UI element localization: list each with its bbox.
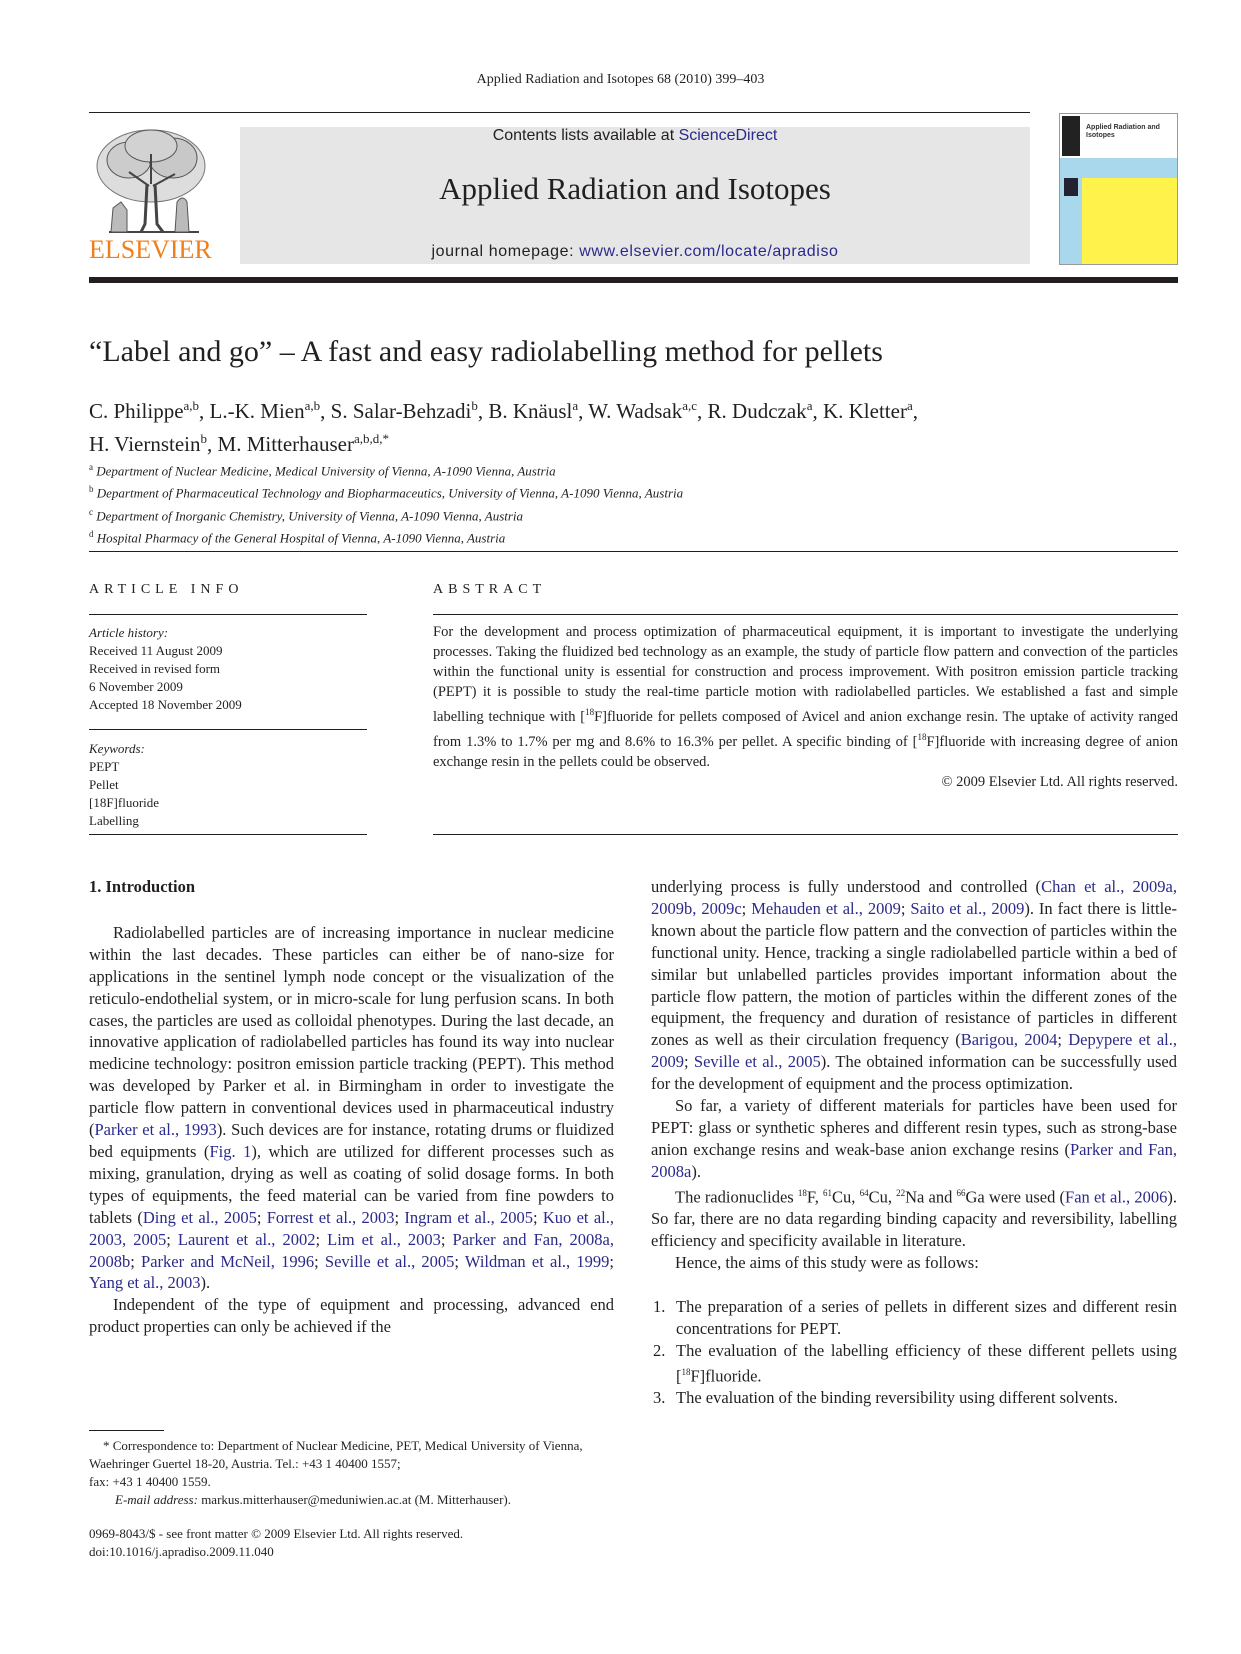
citation-link[interactable]: Barigou, 2004 bbox=[960, 1030, 1058, 1050]
citation-link[interactable]: Wildman et al., 1999 bbox=[464, 1251, 610, 1271]
journal-homepage: journal homepage: www.elsevier.com/locate/apradiso bbox=[431, 243, 839, 260]
journal-homepage-link[interactable]: www.elsevier.com/locate/apradiso bbox=[579, 243, 839, 260]
keyword: Pellet bbox=[89, 777, 119, 792]
history-item: Received 11 August 2009 bbox=[89, 643, 223, 658]
elsevier-tree-icon bbox=[89, 124, 219, 266]
divider bbox=[433, 834, 1178, 835]
author: S. Salar-Behzadi bbox=[330, 399, 472, 423]
author-affil: a bbox=[572, 398, 579, 413]
author: W. Wadsak bbox=[588, 399, 683, 423]
divider bbox=[433, 614, 1178, 615]
citation-link[interactable]: Parker and McNeil, 1996 bbox=[141, 1251, 315, 1271]
divider bbox=[89, 834, 367, 835]
author: H. Viernstein bbox=[89, 432, 201, 456]
citation-link[interactable]: Laurent et al., 2002 bbox=[177, 1229, 316, 1249]
author-affil: a,b,d,* bbox=[354, 431, 390, 446]
citation-link[interactable]: Fan et al., 2006 bbox=[1065, 1187, 1168, 1207]
citation-link[interactable]: Seville et al., 2005 bbox=[693, 1052, 821, 1072]
paragraph: So far, a variety of different materials for particles have been used for PEPT: glass or synthetic spheres and different resin types, such as strong-base anion exchange resins and weak-base anion exchange resins (Parker and Fan, 2008a). bbox=[651, 1096, 1177, 1181]
author-list: C. Philippe$^{a,b}$, L.-K. Mien$^{a,b}$, S. Salar-Behzadi$^b$, B. Knäusl$^a$, W. Wadsak$^{a,c}$, R. Dudczak$^a$, K. Kletter$^a$, H. Viernstein$^b$, M. Mitterhauser$^{a,b,d,*}$ bbox=[89, 398, 918, 456]
list-item: 1. The preparation of a series of pellets in different sizes and different resin concentrations for PEPT. bbox=[653, 1296, 1177, 1338]
affiliation: $^d$ Hospital Pharmacy of the General Hospital of Vienna, A-1090 Vienna, Austria bbox=[89, 528, 506, 546]
journal-title: Applied Radiation and Isotopes bbox=[439, 171, 831, 206]
paragraph: Hence, the aims of this study were as follows: bbox=[675, 1252, 979, 1272]
keyword: [18F]fluoride bbox=[89, 795, 160, 810]
paragraph: The radionuclides $^{18}$F, $^{61}$Cu, $^{64}$Cu, $^{22}$Na and $^{66}$Ga were used (Fan et al., 2006). So far, there are no data regarding binding capacity and reversibility, labelling efficiency and specificity available in literature. bbox=[651, 1187, 1177, 1250]
author: C. Philippe bbox=[89, 399, 184, 423]
sciencedirect-link[interactable]: ScienceDirect bbox=[678, 127, 778, 144]
history-item: 6 November 2009 bbox=[89, 679, 183, 694]
author: M. Mitterhauser bbox=[217, 432, 354, 456]
citation-link[interactable]: Kuo et al., 2003, 2005 bbox=[89, 1207, 614, 1249]
list-item: 3. The evaluation of the binding reversibility using different solvents. bbox=[653, 1387, 1118, 1407]
citation-link[interactable]: Parker et al., 1993 bbox=[94, 1120, 217, 1140]
article-history-label: Article history: bbox=[89, 625, 169, 640]
author-affil: b bbox=[200, 431, 208, 446]
svg-text:ELSEVIER: ELSEVIER bbox=[89, 235, 212, 264]
author: L.-K. Mien bbox=[209, 399, 305, 423]
doi-line: doi:10.1016/j.apradiso.2009.11.040 bbox=[89, 1544, 274, 1559]
front-matter bbox=[89, 1525, 463, 1561]
author: B. Knäusl bbox=[488, 399, 573, 423]
keyword: PEPT bbox=[89, 759, 120, 774]
divider bbox=[89, 729, 367, 730]
affiliation: $^c$ Department of Inorganic Chemistry, University of Vienna, A-1090 Vienna, Austria bbox=[89, 506, 524, 523]
citation-link[interactable]: Saito et al., 2009 bbox=[910, 898, 1025, 918]
citation-link[interactable]: Yang et al., 2003 bbox=[89, 1273, 201, 1293]
citation-link[interactable]: Ingram et al., 2005 bbox=[404, 1207, 533, 1227]
header-thick-rule bbox=[89, 277, 1178, 283]
citation-link[interactable]: Depypere et al., 2009 bbox=[651, 1030, 1177, 1072]
paragraph: Radiolabelled particles are of increasing importance in nuclear medicine within the last decades. These particles can either be of nano-size for applications in the sentinel lymph node concept or the visualization of the reticulo-endothelial system, or in micro-scale for lung perfusion scans. In both cases, the particles are used as colloidal phenotypes. During the last decade, an innovative application of radiolabelled particles has found its way into nuclear medicine technology: positron emission particle tracking (PEPT). This method was developed by Parker et al. in Birmingham in order to investigate the particle flow pattern in conventional devices used in pharmaceutical industry (Parker et al., 1993). Such devices are for instance, rotating drums or fluidized bed equipments (Fig. 1), which are utilized for different processes such as mixing, granulation, drying as well as coating of solid dosage forms. In both types of equipments, the feed material can be varied from fine powders to tablets (Ding et al., 2005; Forrest et al., 2003; Ingram et al., 2005; Kuo et al., 2003, 2005; Laurent et al., 2002; Lim et al., 2003; Parker and Fan, 2008a, 2008b; Parker and McNeil, 1996; Seville et al., 2005; Wildman et al., 1999; Yang et al., 2003). bbox=[89, 922, 615, 1293]
citation-link[interactable]: Ding et al., 2005 bbox=[142, 1207, 257, 1227]
article-history bbox=[89, 624, 242, 714]
keywords bbox=[89, 740, 159, 830]
abstract-heading: ABSTRACT bbox=[433, 582, 547, 597]
history-item: Accepted 18 November 2009 bbox=[89, 697, 242, 712]
author-affil: a bbox=[806, 398, 813, 413]
affiliation: $^a$ Department of Nuclear Medicine, Medical University of Vienna, A-1090 Vienna, Austria bbox=[89, 462, 556, 479]
email-address: markus.mitterhauser@meduniwien.ac.at (M. Mitterhauser). bbox=[201, 1492, 511, 1507]
affiliation: $^b$ Department of Pharmaceutical Technology and Biopharmaceutics, University of Vienna, A-1090 Vienna, Austria bbox=[89, 484, 684, 501]
section-heading-introduction: 1. Introduction bbox=[89, 877, 196, 896]
body-left-column bbox=[89, 876, 614, 1338]
journal-reference: Applied Radiation and Isotopes 68 (2010) 399–403 bbox=[476, 72, 765, 87]
citation-link[interactable]: Parker and Fan, 2008a bbox=[651, 1139, 1177, 1181]
history-item: Received in revised form bbox=[89, 661, 221, 676]
author-affil: a,b bbox=[183, 398, 200, 413]
cover-title: Applied Radiation and Isotopes bbox=[1086, 124, 1160, 139]
citation-link[interactable]: Lim et al., 2003 bbox=[327, 1229, 441, 1249]
citation-link[interactable]: Mehauden et al., 2009 bbox=[751, 898, 901, 918]
paragraph: Independent of the type of equipment and processing, advanced end product properties can only be achieved if the bbox=[89, 1295, 614, 1337]
citation-link[interactable]: Seville et al., 2005 bbox=[324, 1251, 455, 1271]
list-item: 2. The evaluation of the labelling efficiency of these different pellets using [$^{18}$F]fluoride. bbox=[653, 1340, 1177, 1386]
journal-cover-thumbnail bbox=[1059, 113, 1178, 265]
correspondence-footnote: * Correspondence to: Department of Nuclear Medicine, PET, Medical University of Vienna, Waehringer Guertel 18-20, Austria. Tel.: +43 1 40400 1557; fax: +43 1 40400 1559. E-mail address: markus.mitterhauser@meduniwien.ac.at (M. Mitterhauser). bbox=[89, 1438, 583, 1507]
top-rule bbox=[89, 112, 1030, 113]
author-affil: b bbox=[471, 398, 478, 413]
aims-list bbox=[651, 1296, 1177, 1409]
author-affil: a,b bbox=[304, 398, 321, 413]
elsevier-logo bbox=[89, 124, 219, 266]
citation-link[interactable]: Forrest et al., 2003 bbox=[266, 1207, 395, 1227]
author: R. Dudczak bbox=[707, 399, 807, 423]
divider bbox=[89, 551, 1178, 552]
journal-banner bbox=[240, 127, 1030, 264]
affiliations bbox=[89, 458, 683, 547]
article-info-heading: ARTICLE INFO bbox=[89, 582, 244, 597]
keywords-label: Keywords: bbox=[89, 741, 145, 756]
divider bbox=[89, 614, 367, 615]
author-affil: a bbox=[906, 398, 913, 413]
body-right-column bbox=[651, 876, 1177, 1409]
paragraph: underlying process is fully understood and controlled (Chan et al., 2009a, 2009b, 2009c; Mehauden et al., 2009; Saito et al., 2009). In fact there is little-known about the particle flow pattern and the convection of particles within the functional unity. Hence, tracking a single radiolabelled particle within a bed of similar but unlabelled particles provides important information about the particle flow pattern, the motion of particles within the different zones of the equipment, the frequency and duration of resistance of particles in different zones as well as their circulation frequency (Barigou, 2004; Depypere et al., 2009; Seville et al., 2005). The obtained information can be successfully used for the development of equipment and the process optimization. bbox=[651, 877, 1177, 1094]
citation-link[interactable]: Chan et al., 2009a, 2009b, 2009c bbox=[651, 877, 1177, 918]
copyright-notice: © 2009 Elsevier Ltd. All rights reserved. bbox=[941, 773, 1178, 790]
abstract-body: For the development and process optimization of pharmaceutical equipment, it is important to investigate the underlying processes. Taking the fluidized bed technology as an example, the study of particle flow pattern and convection of the particles within the functional unity is essential for construction and process improvement. With positron emission particle tracking (PEPT) it is possible to study the real-time particle motion with radiolabelled particles. We established a fast and simple labelling technique with [$^{18}$F]fluoride for pellets composed of Avicel and anion exchange resin. The uptake of activity ranged from 1.3% to 1.7% per mg and 8.6% to 16.3% per pellet. A specific binding of [$^{18}$F]fluoride with increasing degree of anion exchange resin in the pellets could be observed. © 2009 Elsevier Ltd. All rights reserved. bbox=[433, 624, 1178, 790]
author-affil: a,c bbox=[682, 398, 698, 413]
keyword: Labelling bbox=[89, 813, 139, 828]
issn-line: 0969-8043/$ - see front matter © 2009 Elsevier Ltd. All rights reserved. bbox=[89, 1526, 464, 1541]
footnote-rule bbox=[89, 1430, 164, 1431]
contents-availability: Contents lists available at ScienceDirect bbox=[492, 127, 778, 144]
author: K. Kletter bbox=[822, 399, 907, 423]
citation-link[interactable]: Parker and Fan, 2008a, 2008b bbox=[89, 1229, 614, 1271]
article-title: “Label and go” – A fast and easy radiolabelling method for pellets bbox=[89, 335, 883, 368]
figure-link[interactable]: Fig. 1 bbox=[209, 1141, 252, 1161]
